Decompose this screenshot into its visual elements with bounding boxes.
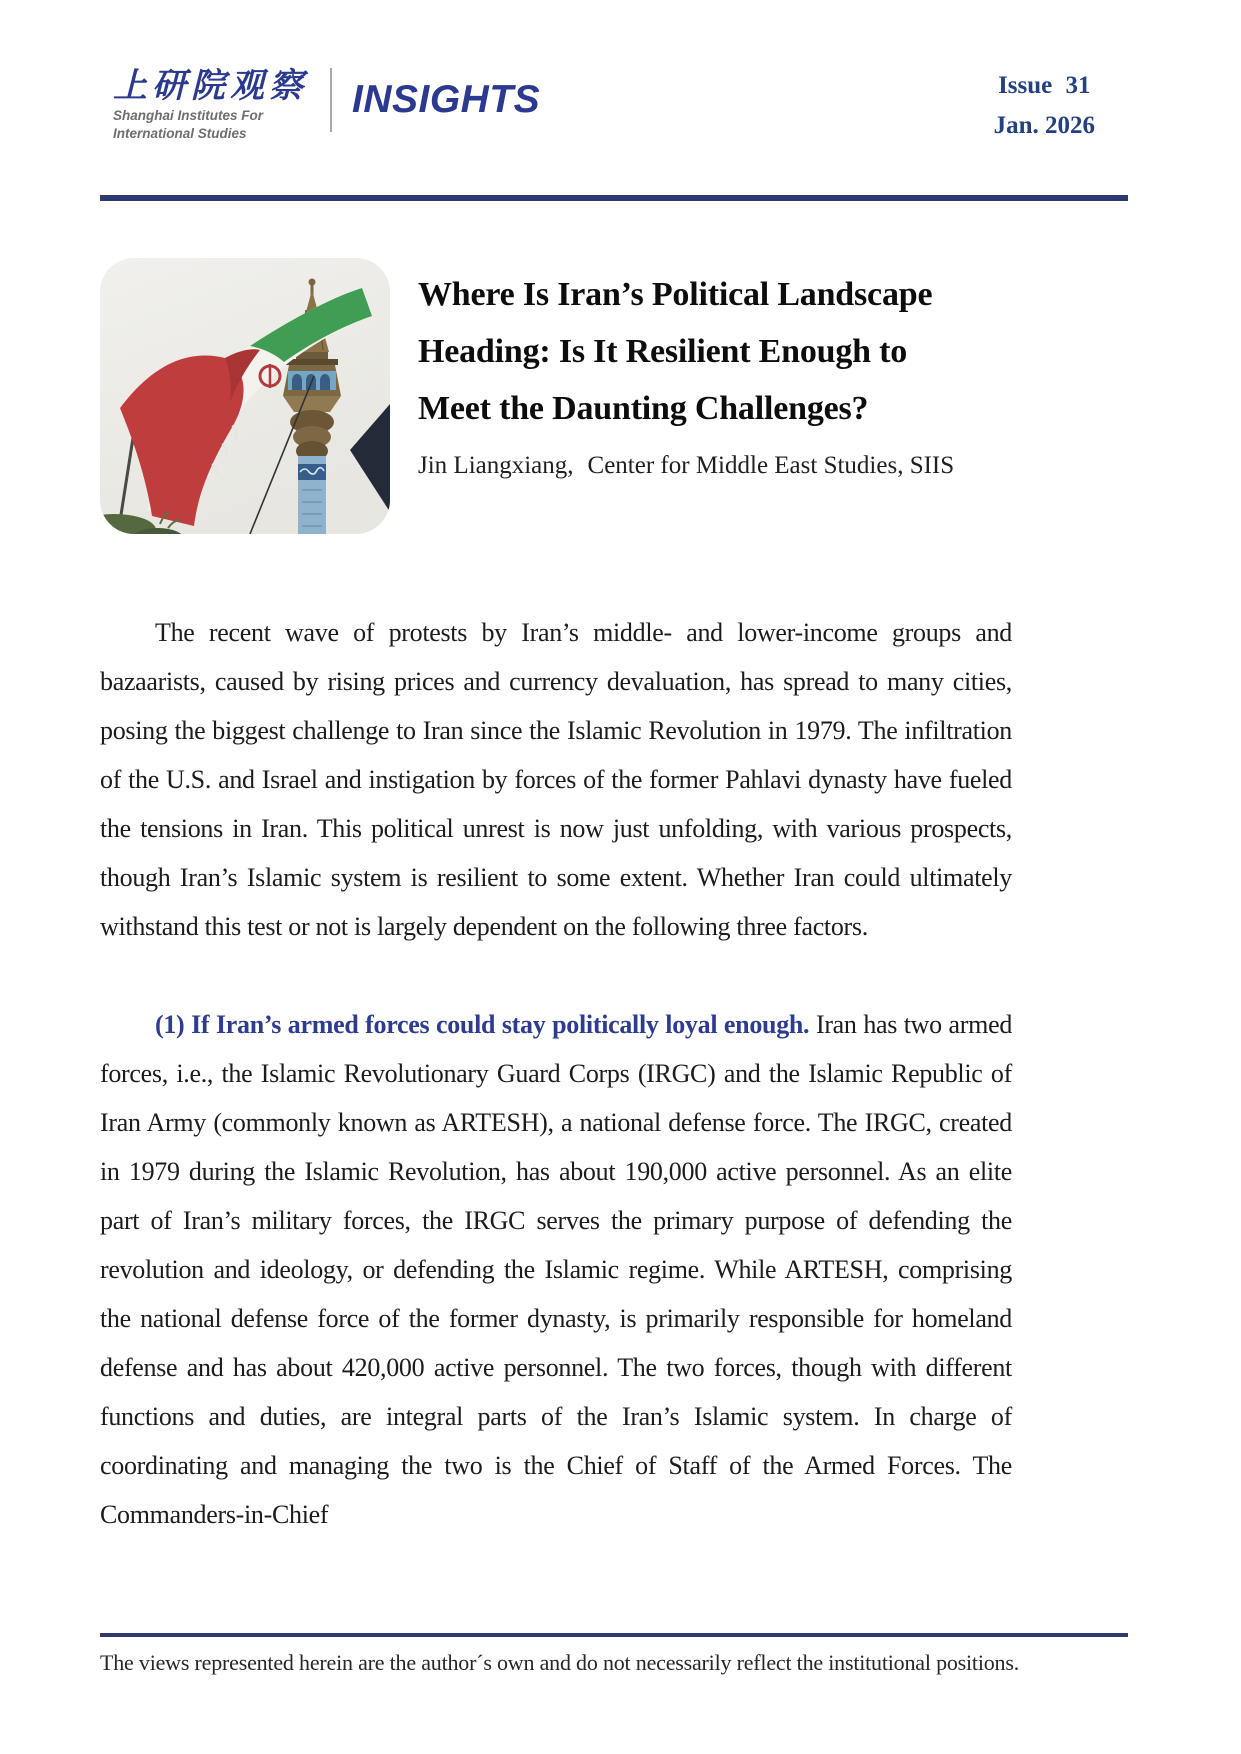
article-body (100, 608, 1012, 1539)
title-line-3: Meet the Daunting Challenges? (418, 390, 869, 427)
logo-english-line1: Shanghai Institutes For (113, 108, 264, 123)
logo-chinese-text: 上研院观察 (113, 66, 308, 106)
article-header (418, 266, 1018, 480)
iran-flag-minaret-illustration (100, 258, 390, 534)
issue-date: Jan. 2026 (993, 112, 1095, 139)
article-photo (100, 258, 390, 534)
footer-disclaimer: The views represented herein are the author´s own and do not necessarily reflect the institutional positions. (100, 1650, 1020, 1675)
body-paragraph-1: The recent wave of protests by Iran’s middle- and lower-income groups and bazaarists, caused by rising prices and currency devaluation, has spread to many cities, posing the biggest challenge to Iran since the Islamic Revolution in 1979. The infiltration of the U.S. and Israel and instigation by forces of the former Pahlavi dynasty have fueled the tensions in Iran. This political unrest is now just unfolding, with various prospects, though Iran’s Islamic system is resilient to some extent. Whether Iran could ultimately withstand this test or not is largely dependent on the following three factors. (100, 618, 1012, 941)
header-rule (100, 195, 1128, 201)
issue-block (994, 66, 1095, 146)
paragraph-2-text: Iran has two armed forces, i.e., the Islamic Revolutionary Guard Corps (IRGC) and the Islamic Republic of Iran Army (commonly known as ARTESH), a national defense force. The IRGC, created in 1979 during the Islamic Revolution, has about 190,000 active personnel. As an elite part of Iran’s military forces, the IRGC serves the primary purpose of defending the revolution and ideology, or defending the Islamic regime. While ARTESH, comprising the national defense force of the former dynasty, is primarily responsible for homeland defense and has about 420,000 active personnel. The two forces, though with different functions and duties, are integral parts of the Iran’s Islamic system. In charge of coordinating and managing the two is the Chief of Staff of the Armed Forces. The Commanders-in-Chief (100, 1010, 1013, 1529)
insights-wordmark: INSIGHTS (352, 78, 541, 122)
byline-affiliation: Center for Middle East Studies, SIIS (587, 452, 955, 479)
logo-english-line2: International Studies (113, 125, 247, 141)
siis-logo (113, 58, 308, 142)
title-line-2: Heading: Is It Resilient Enough to (418, 333, 908, 370)
byline (418, 452, 1018, 480)
masthead (113, 58, 540, 142)
footer-rule (100, 1633, 1128, 1637)
paragraph-2-lead: (1) If Iran’s armed forces could stay politically loyal enough. (155, 1010, 810, 1039)
logo-divider (330, 68, 332, 132)
page-title (418, 266, 1018, 437)
title-line-1: Where Is Iran’s Political Landscape (418, 276, 933, 313)
body-paragraph-2 (100, 1000, 1012, 1539)
issue-number: Issue 31 (998, 72, 1091, 99)
byline-author: Jin Liangxiang, (418, 452, 574, 479)
